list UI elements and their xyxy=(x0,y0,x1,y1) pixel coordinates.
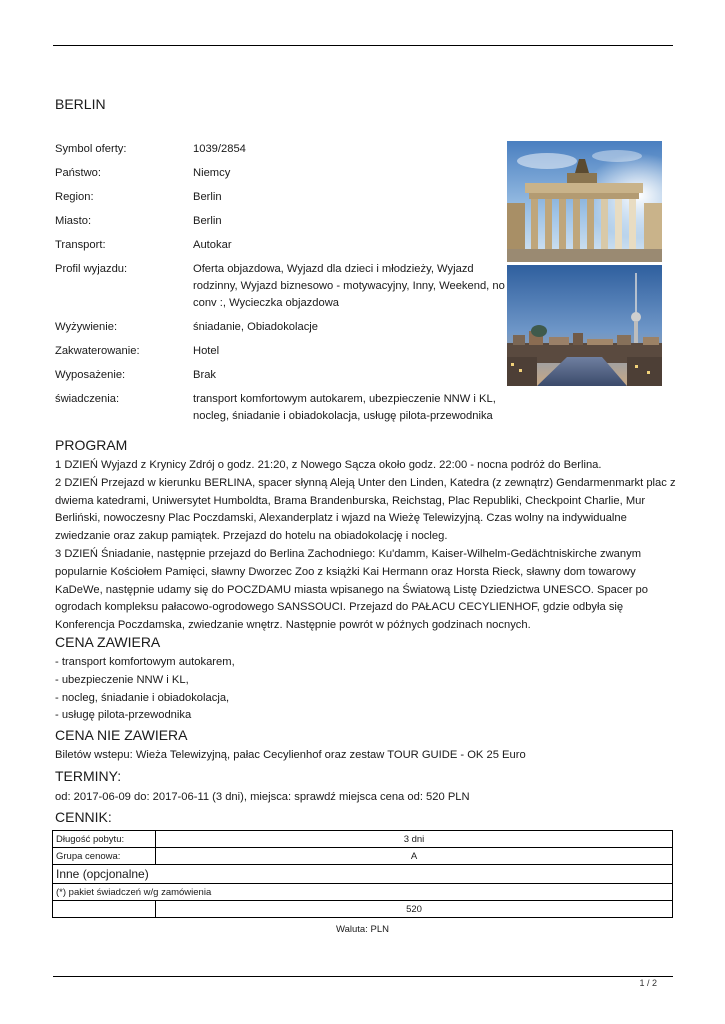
fact-value: Hotel xyxy=(193,345,220,357)
fact-row xyxy=(55,189,505,206)
berlin-skyline-photo xyxy=(507,265,662,386)
program-body xyxy=(55,457,677,635)
fact-label: Wyposażenie: xyxy=(55,369,126,381)
cena-zawiera-list xyxy=(55,654,677,725)
fact-label: Wyżywienie: xyxy=(55,321,118,333)
fact-row xyxy=(55,319,505,336)
table-row xyxy=(53,848,673,865)
fact-value: transport komfortowym autokarem, ubezpieczenie NNW i KL, nocleg, śniadanie i obiadokolacja, usługę pilota-przewodnika xyxy=(193,393,496,422)
list-item: - usługę pilota-przewodnika xyxy=(55,709,192,722)
fact-value: 1039/2854 xyxy=(193,143,246,155)
fact-value: Oferta objazdowa, Wyjazd dla dzieci i młodzieży, Wyjazd rodzinny, Wyjazd biznesowo - motywacyjny, Inny, Weekend, no conv :, Wycieczka objazdowa xyxy=(193,263,505,309)
fact-label: Zakwaterowanie: xyxy=(55,345,140,357)
table-row xyxy=(53,901,673,918)
list-item: - nocleg, śniadanie i obiadokolacja, xyxy=(55,691,230,704)
list-item: - transport komfortowym autokarem, xyxy=(55,656,235,668)
table-cell-label: Długość pobytu: xyxy=(53,831,156,848)
fact-row xyxy=(55,237,505,254)
fact-label: Państwo: xyxy=(55,167,102,179)
table-cell-note: (*) pakiet świadczeń w/g zamówienia xyxy=(53,884,673,901)
top-rule xyxy=(53,45,673,46)
fact-label: Profil wyjazdu: xyxy=(55,263,128,275)
page-title: BERLIN xyxy=(55,96,106,112)
fact-value: Brak xyxy=(193,369,217,381)
terminy-text: od: 2017-06-09 do: 2017-06-11 (3 dni), miejsca: sprawdź miejsca cena od: 520 PLN xyxy=(55,791,470,803)
fact-label: Symbol oferty: xyxy=(55,143,127,155)
fact-row xyxy=(55,213,505,230)
program-day: 1 DZIEŃ Wyjazd z Krynicy Zdrój o godz. 21:20, z Nowego Sącza około godz. 22:00 - nocna podróż do Berlina. xyxy=(55,459,602,471)
fact-value: Berlin xyxy=(193,191,222,203)
table-row xyxy=(53,884,673,901)
offer-facts xyxy=(55,141,505,432)
fact-row xyxy=(55,367,505,384)
table-cell-value: A xyxy=(156,848,673,865)
currency-note: Waluta: PLN xyxy=(336,924,389,935)
cena-zawiera-heading: CENA ZAWIERA xyxy=(55,634,161,650)
program-heading: PROGRAM xyxy=(55,437,128,453)
terminy-heading: TERMINY: xyxy=(55,768,122,784)
table-cell-price: 520 xyxy=(156,901,673,918)
bottom-rule xyxy=(53,976,673,977)
fact-row xyxy=(55,391,505,425)
program-day: 3 DZIEŃ Śniadanie, następnie przejazd do Berlina Zachodniego: Ku'damm, Kaiser-Wilhelm-Gedächtniskirche zwanym popularnie Kościołem Pamięci, sławny Dworzec Zoo z książki Kai Hermann oraz Horsta Rieck, sławny dom towarowy KaDeWe, następnie udamy się do POCZDAMU miasta wpisanego na Światową Listę Dziedzictwa UNESCO. Spacer po ogrodach kompleksu pałacowo-ogrodowego SANSSOUCI. Przejazd do PAŁACU CECYLIENHOF, gdzie odbyła się Konferencja Poczdamska, zwiedzanie wnętrz. Następnie powrót w późnych godzinach nocnych. xyxy=(55,547,648,632)
table-cell-value: 3 dni xyxy=(156,831,673,848)
table-cell-label: Grupa cenowa: xyxy=(53,848,156,865)
program-day: 2 DZIEŃ Przejazd w kierunku BERLINA, spacer słynną Aleją Unter den Linden, Katedra (z zewnątrz) Gendarmenmarkt plac z dwiema katedrami, Uniwersytet Humboldta, Brama Brandenburska, Reichstag, Plac Republiki, Checkpoint Charlie, Mur Berliński, nowoczesny Plac Poczdamski, Alexanderplatz i wjazd na Wieżę Telewizyjną. Czas wolny na indywidualne zwiedzanie oraz zakup pamiątek. Przejazd do hotelu na obiadokolację i nocleg. xyxy=(55,476,676,543)
fact-label: świadczenia: xyxy=(55,393,120,405)
fact-value: Autokar xyxy=(193,239,232,251)
fact-value: Niemcy xyxy=(193,167,231,179)
fact-row xyxy=(55,343,505,360)
fact-label: Transport: xyxy=(55,239,106,251)
table-cell-inne: Inne (opcjonalne) xyxy=(53,865,673,884)
table-row xyxy=(53,865,673,884)
cena-nie-zawiera-heading: CENA NIE ZAWIERA xyxy=(55,727,188,743)
cena-nie-zawiera-text: Biletów wstepu: Wieża Telewizyjną, pałac Cecylienhof oraz zestaw TOUR GUIDE - OK 25 Euro xyxy=(55,749,526,761)
table-row xyxy=(53,831,673,848)
fact-row xyxy=(55,165,505,182)
fact-value: Berlin xyxy=(193,215,222,227)
page-number: 1 / 2 xyxy=(639,978,657,988)
fact-label: Region: xyxy=(55,191,94,203)
cennik-table xyxy=(52,830,673,918)
fact-row xyxy=(55,141,505,158)
fact-label: Miasto: xyxy=(55,215,92,227)
fact-value: śniadanie, Obiadokolacje xyxy=(193,321,319,333)
list-item: - ubezpieczenie NNW i KL, xyxy=(55,673,189,686)
table-cell-empty xyxy=(53,901,156,918)
fact-row xyxy=(55,261,505,312)
cennik-heading: CENNIK: xyxy=(55,809,112,825)
brandenburg-gate-photo xyxy=(507,141,662,262)
